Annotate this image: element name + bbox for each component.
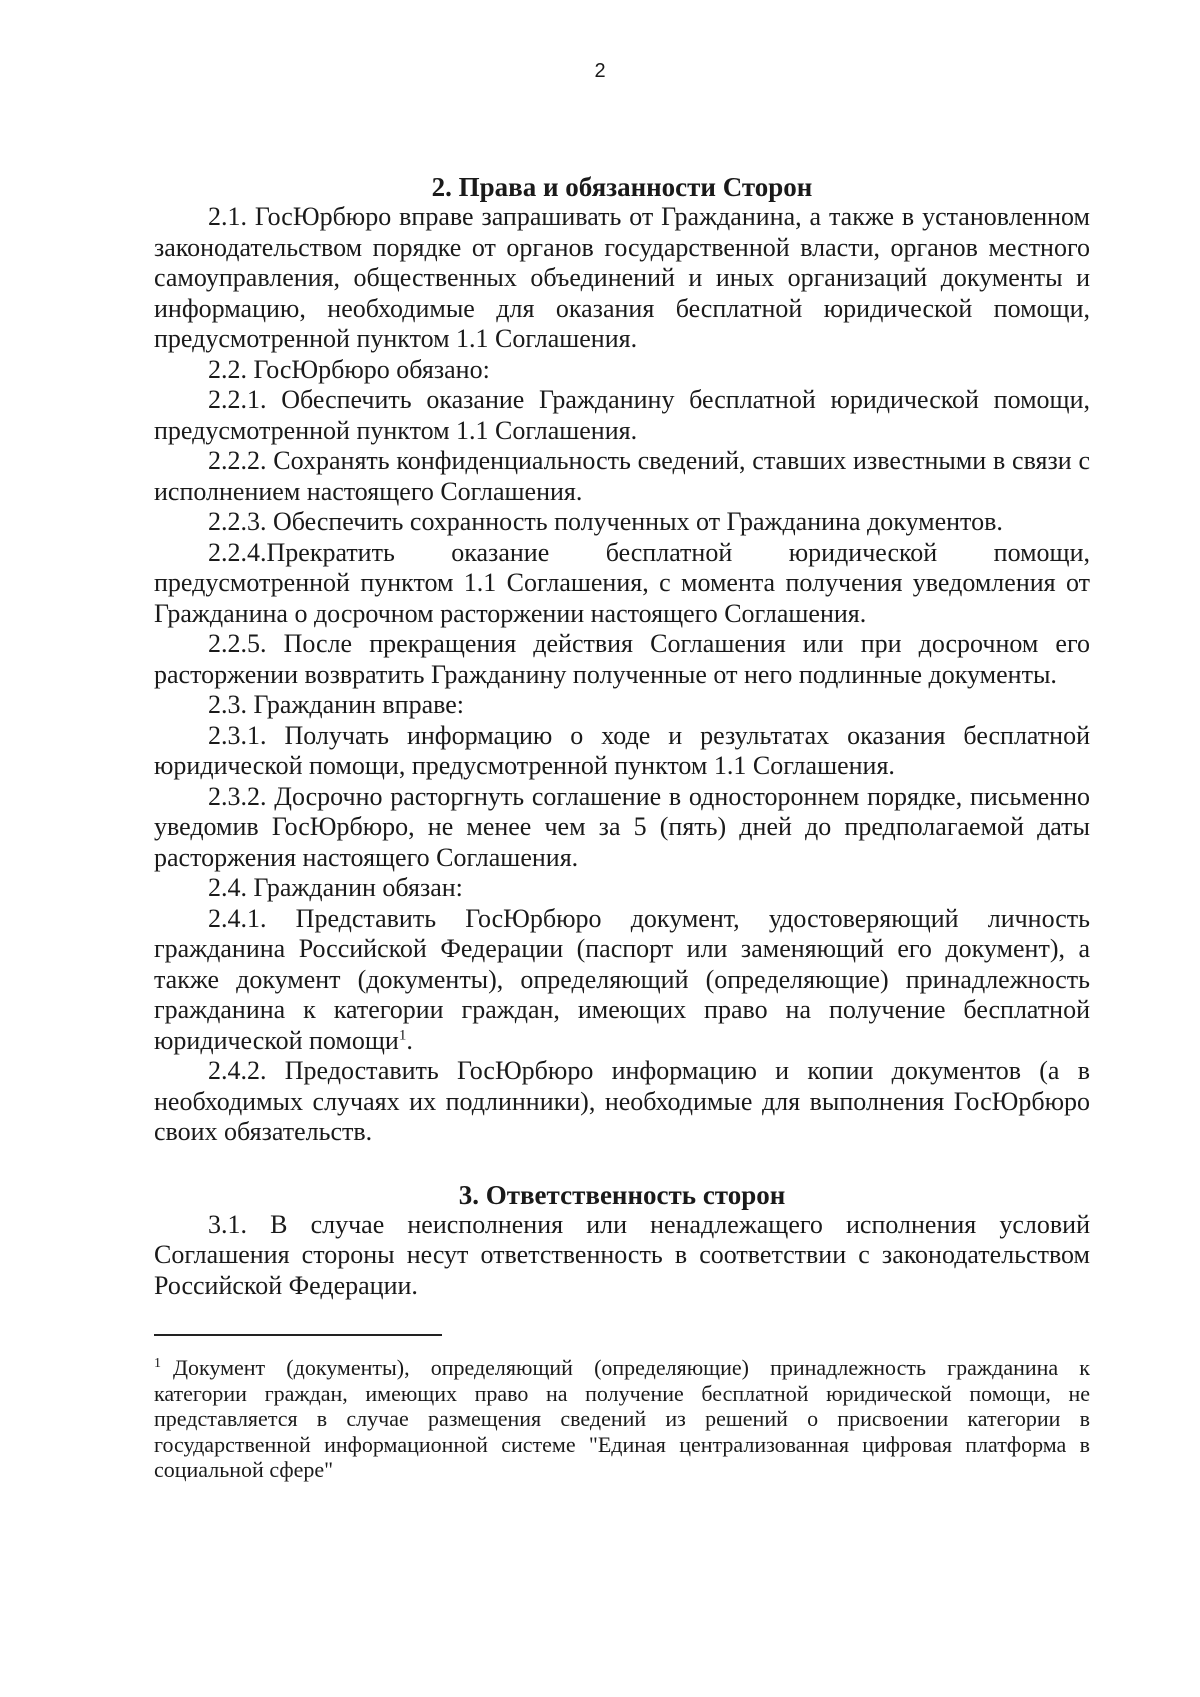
footnote-reference: 1 <box>398 1026 407 1043</box>
paragraph-3-1: 3.1. В случае неисполнения или ненадлежащего исполнения условий Соглашения стороны несут ответственность в соответствии с законодательством Российской Федерации. <box>154 1209 1090 1300</box>
paragraph-2-1: 2.1. ГосЮрбюро вправе запрашивать от Гражданина, а также в установленном законодательством порядке от органов государственной власти, органов местного самоуправления, общественных объединений и иных организаций документы и информацию, необходимые для оказания бесплатной юридической помощи, предусмотренной пунктом 1.1 Соглашения. <box>154 202 1090 353</box>
paragraph-2-4: 2.4. Гражданин обязан: <box>208 873 463 902</box>
paragraph-2-2-4: 2.2.4.Прекратить оказание бесплатной юридической помощи, предусмотренной пунктом 1.1 Соглашения, с момента получения уведомления от Гражданина о досрочном расторжении настоящего Соглашения. <box>154 537 1090 628</box>
paragraph-2-3-1: 2.3.1. Получать информацию о ходе и результатах оказания бесплатной юридической помощи, предусмотренной пунктом 1.1 Соглашения. <box>154 720 1090 780</box>
paragraph-2-4-1-text: 2.4.1. Представить ГосЮрбюро документ, удостоверяющий личность гражданина Российской Федерации (паспорт или заменяющий его документ), а также документ (документы), определяющий (определяющие) принадлежность гражданина к категории граждан, имеющих право на получение бесплатной юридической помощи <box>154 903 1090 1055</box>
section-2-heading: 2. Права и обязанности Сторон <box>431 172 813 202</box>
paragraph-2-3-2: 2.3.2. Досрочно расторгнуть соглашение в одностороннем порядке, письменно уведомив ГосЮрбюро, не менее чем за 5 (пять) дней до предполагаемой даты расторжения настоящего Соглашения. <box>154 781 1090 872</box>
paragraph-2-2-3: 2.2.3. Обеспечить сохранность полученных от Гражданина документов. <box>208 507 1003 536</box>
paragraph-2-2-2: 2.2.2. Сохранять конфиденциальность сведений, ставших известными в связи с исполнением настоящего Соглашения. <box>154 446 1090 506</box>
footnote <box>154 1355 1090 1483</box>
section-gap <box>154 1148 1090 1180</box>
paragraph-2-2: 2.2. ГосЮрбюро обязано: <box>208 354 490 384</box>
paragraph-2-4-1-end: . <box>406 1025 413 1055</box>
paragraph-2-2-5: 2.2.5. После прекращения действия Соглашения или при досрочном его расторжении возвратить Гражданину полученные от него подлинные документы. <box>154 629 1090 689</box>
paragraph-2-2-1: 2.2.1. Обеспечить оказание Гражданину бесплатной юридической помощи, предусмотренной пунктом 1.1 Соглашения. <box>154 385 1090 445</box>
page-number: 2 <box>594 60 606 82</box>
paragraph-2-3: 2.3. Гражданин вправе: <box>208 690 465 719</box>
footnote-divider <box>154 1334 442 1336</box>
footnote-text: Документ (документы), определяющий (определяющие) принадлежность гражданина к категории граждан, имеющих право на получение бесплатной юридической помощи, не представляется в случае размещения сведений из решений о присвоении категории в государственной информационной системе "Единая централизованная цифровая платформа в социальной сфере" <box>154 1355 1090 1482</box>
section-3-heading: 3. Ответственность сторон <box>458 1179 786 1210</box>
footnote-mark: 1 <box>154 1355 161 1371</box>
document-body <box>154 172 1090 1301</box>
paragraph-2-4-1 <box>154 904 1090 1057</box>
paragraph-2-4-2: 2.4.2. Предоставить ГосЮрбюро информацию и копии документов (а в необходимых случаях их подлинники), необходимые для выполнения ГосЮрбюро своих обязательств. <box>154 1056 1090 1146</box>
